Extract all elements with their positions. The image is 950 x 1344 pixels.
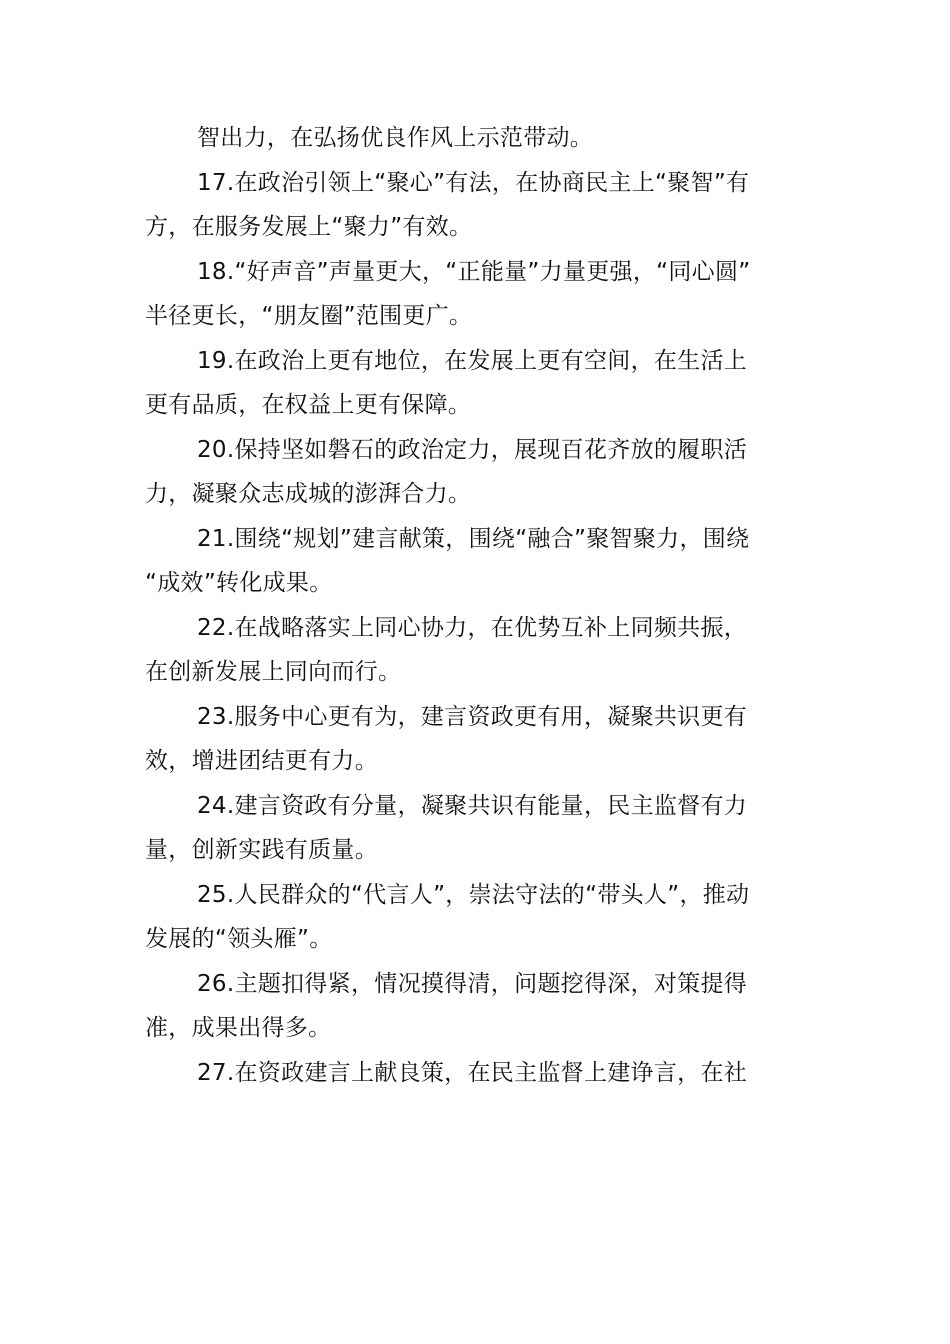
text-line: 26.主题扣得紧，情况摸得清，问题挖得深，对策提得 xyxy=(197,970,748,997)
text-line: 25.人民群众的“代言人”，崇法守法的“带头人”，推动 xyxy=(197,881,750,908)
text-line: 19.在政治上更有地位，在发展上更有空间，在生活上 xyxy=(197,347,748,374)
text-line: 24.建言资政有分量，凝聚共识有能量，民主监督有力 xyxy=(197,792,748,819)
text-line: 准，成果出得多。 xyxy=(145,1015,332,1041)
text-line: 23.服务中心更有为，建言资政更有用，凝聚共识更有 xyxy=(197,703,748,730)
document-body xyxy=(145,116,811,1095)
text-line: 27.在资政建言上献良策，在民主监督上建诤言，在社 xyxy=(197,1059,748,1086)
text-line: 发展的“领头雁”。 xyxy=(145,926,333,952)
text-line: 18.“好声音”声量更大，“正能量”力量更强，“同心圆” xyxy=(197,258,751,285)
text-line: 20.保持坚如磐石的政治定力，展现百花齐放的履职活 xyxy=(197,436,748,463)
text-line: 21.围绕“规划”建言献策，围绕“融合”聚智聚力，围绕 xyxy=(197,525,750,552)
text-line: 17.在政治引领上“聚心”有法，在协商民主上“聚智”有 xyxy=(197,169,750,196)
text-line: 量，创新实践有质量。 xyxy=(145,837,378,863)
text-line: 效，增进团结更有力。 xyxy=(145,748,378,774)
text-line: 力，凝聚众志成城的澎湃合力。 xyxy=(145,481,472,507)
text-line: “成效”转化成果。 xyxy=(145,570,333,596)
text-line: 半径更长，“朋友圈”范围更广。 xyxy=(145,303,473,329)
text-line: 在创新发展上同向而行。 xyxy=(145,659,402,685)
text-line: 22.在战略落实上同心协力，在优势互补上同频共振， xyxy=(197,614,748,641)
text-line: 智出力，在弘扬优良作风上示范带动。 xyxy=(197,125,594,151)
text-line: 更有品质，在权益上更有保障。 xyxy=(145,392,472,418)
text-line: 方，在服务发展上“聚力”有效。 xyxy=(145,214,473,240)
